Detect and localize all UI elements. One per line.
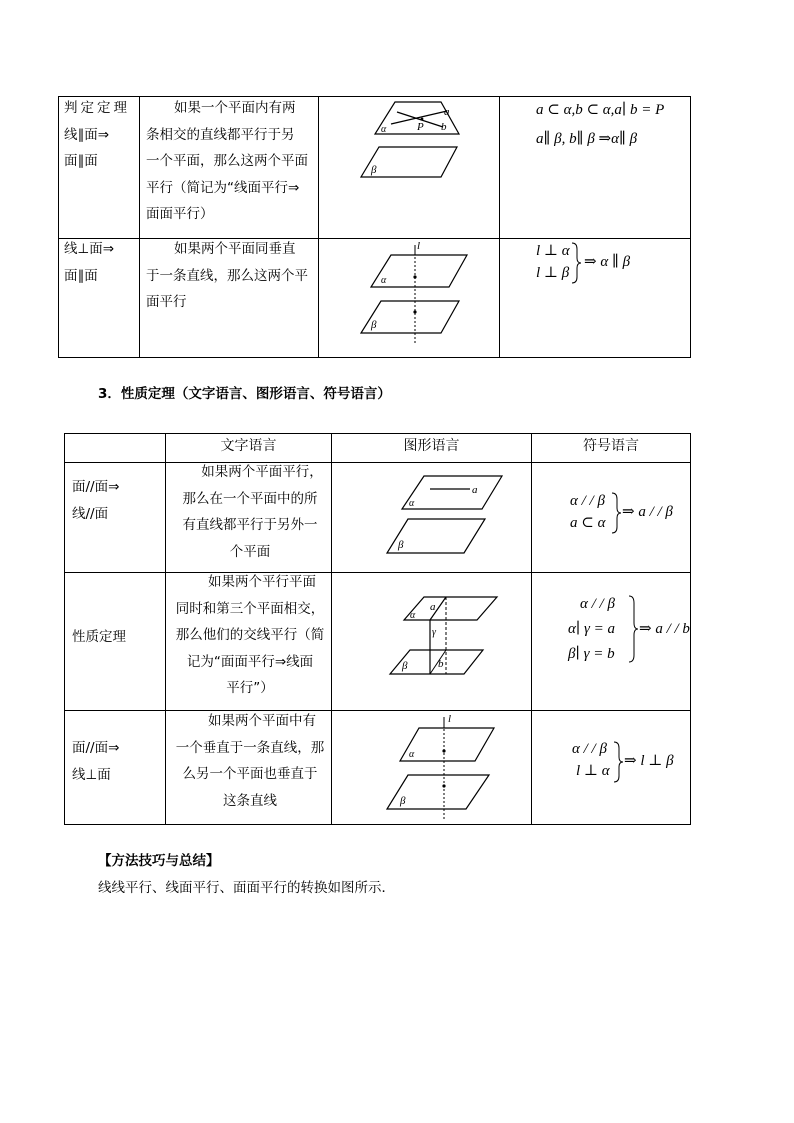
t2-row1-text: 如果两个平面平行， 那么在一个平面中的所 有直线都平行于另外一 个平面 — [182, 464, 323, 560]
t2-row3-name: 面//面⇒ 线⊥面 — [72, 740, 120, 783]
label-b: b — [441, 121, 447, 133]
label-gamma: γ — [432, 627, 436, 638]
label-beta: β — [398, 539, 404, 551]
header-figure-language: 图形语言 — [403, 438, 460, 454]
label-l: l — [448, 713, 452, 725]
t2-row3-text: 如果两个平面中有 一个垂直于一条直线，那 么另一个平面也垂直于 这条直线 — [175, 713, 325, 809]
t2-row2-text: 如果两个平行平面 同时和第三个平面相交， 那么他们的交线平行（简 记为“面面平行⇒线面 平行”） — [175, 574, 325, 696]
t1-row2-conclusion: ⇒ α ∥ β — [584, 254, 631, 270]
t2-row2-figure — [332, 573, 531, 710]
t1-row1-text: 如果一个平面内有两 条相交的直线都平行于另 一个平面，那么这两个平面 平行（简记为“线面平行⇒ 面面平行） — [146, 100, 308, 222]
header-text-language: 文字语言 — [220, 438, 277, 454]
label-beta: β — [371, 164, 377, 176]
t1-row1-symbols: a ⊂ α,b ⊂ α,a∣ b = P a∥ β, b∥ β ⇒α∥ β — [536, 102, 665, 147]
t1-row1-name: 判定定理 线∥面⇒ 面∥面 — [64, 100, 130, 169]
label-beta: β — [402, 660, 408, 672]
t1-row1-figure — [319, 97, 499, 238]
t2-row2-conclusion: ⇒ a / / b — [639, 621, 690, 637]
point-p — [421, 118, 424, 121]
label-a: a — [444, 106, 450, 118]
label-a: a — [472, 484, 478, 496]
t2-row1-name: 面//面⇒ 线//面 — [72, 479, 120, 522]
t2-row1-conclusion: ⇒ a / / β — [622, 504, 673, 520]
t2-row2-name: 性质定理 — [72, 629, 126, 645]
t1-row2-text: 如果两个平面同垂直 于一条直线，那么这两个平 面平行 — [146, 241, 308, 310]
label-alpha: α — [409, 749, 415, 760]
brace-icon — [570, 241, 582, 285]
label-beta: β — [400, 795, 406, 807]
brace-icon — [612, 740, 624, 784]
summary-title: 【方法技巧与总结】 — [98, 853, 220, 869]
t2-row3-conclusion: ⇒ l ⊥ β — [624, 753, 674, 769]
label-alpha: α — [381, 124, 387, 135]
label-p: P — [417, 121, 424, 133]
label-beta: β — [371, 319, 377, 331]
t1-row2-figure — [319, 239, 499, 357]
label-l: l — [417, 240, 421, 252]
section3-title: 3．性质定理（文字语言、图形语言、符号语言） — [98, 386, 391, 402]
t1-row2-symbols: l ⊥ α l ⊥ β — [536, 243, 570, 281]
t2-row1-figure — [332, 463, 531, 572]
label-alpha: α — [381, 275, 387, 286]
brace-icon — [610, 491, 622, 535]
t2-row3-symbols: α / / β l ⊥ α — [572, 741, 610, 779]
label-a: a — [430, 601, 436, 613]
header-symbol-language: 符号语言 — [583, 438, 639, 454]
t2-row1-symbols: α / / β a ⊂ α — [570, 493, 606, 531]
label-b: b — [438, 658, 444, 670]
t2-row2-symbols: α / / β α∣ γ = a β∣ γ = b — [568, 596, 616, 662]
summary-text: 线线平行、线面平行、面面平行的转换如图所示． — [98, 880, 395, 896]
brace-icon — [627, 594, 639, 664]
t1-row2-name: 线⊥面⇒ 面∥面 — [64, 241, 115, 284]
label-alpha: α — [409, 498, 415, 509]
t2-row3-figure — [332, 711, 531, 824]
label-alpha: α — [410, 610, 416, 621]
